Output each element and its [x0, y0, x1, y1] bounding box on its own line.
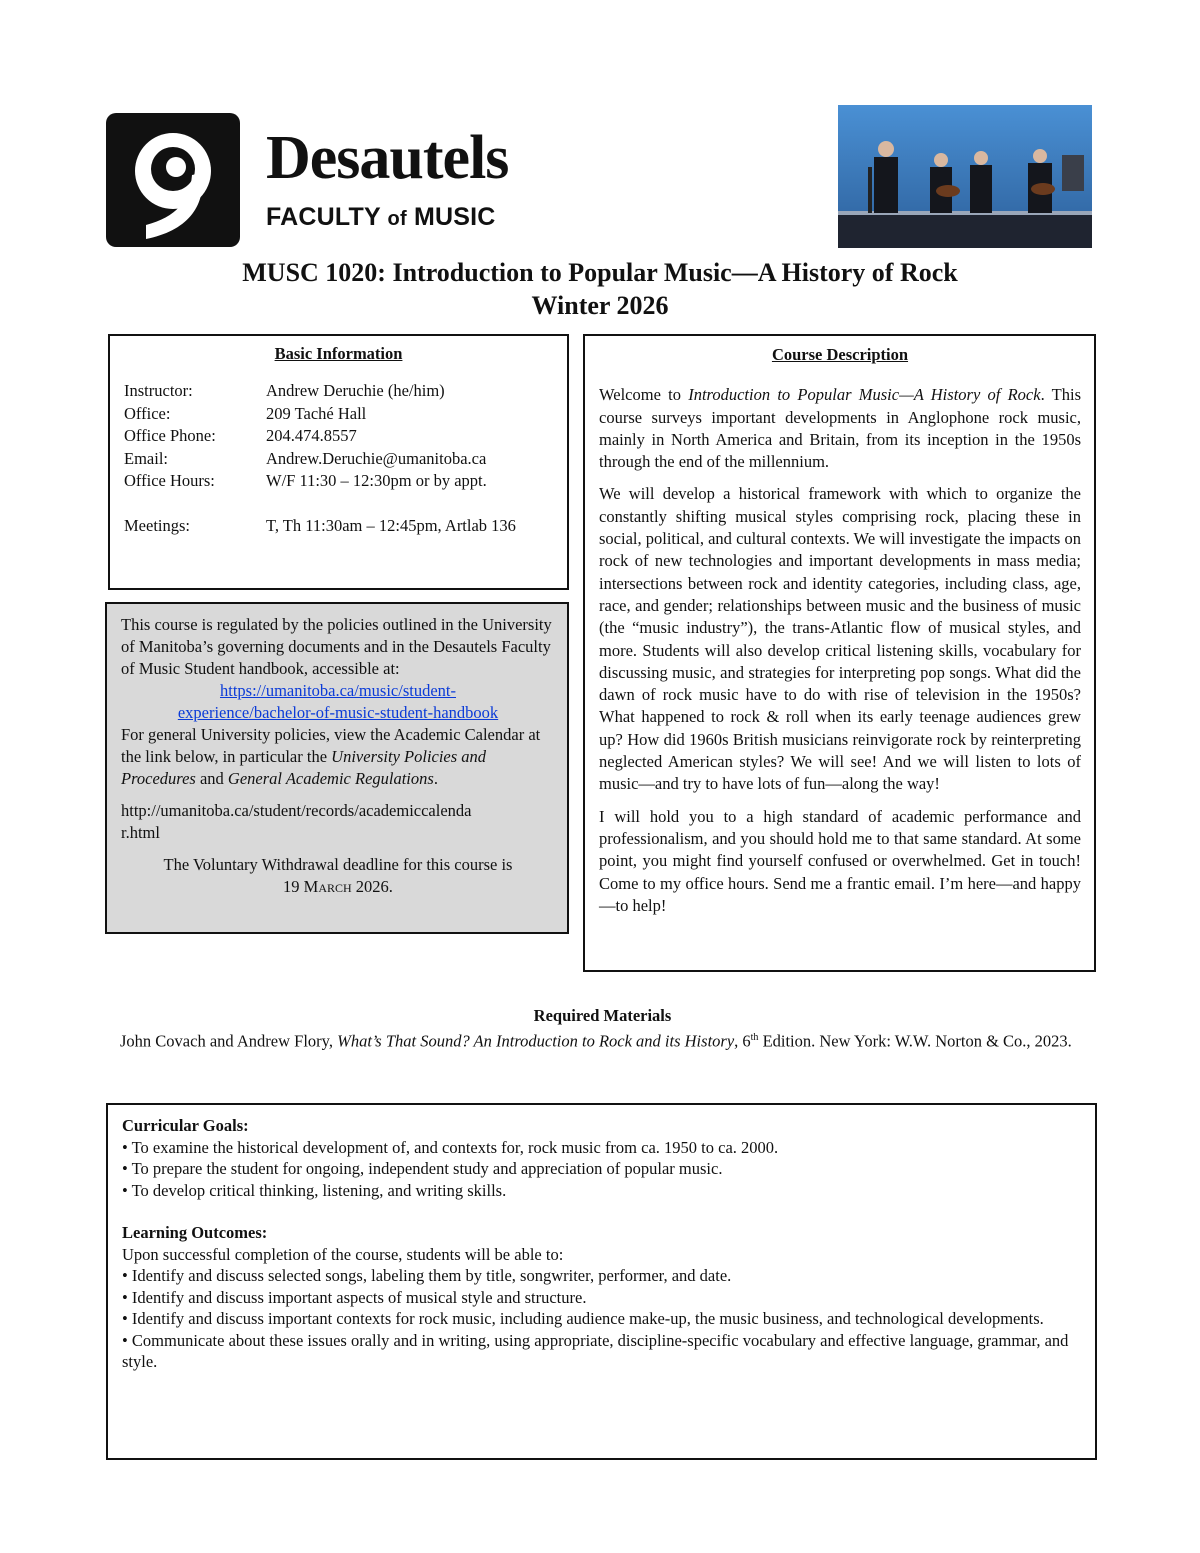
- logo-faculty-line: [266, 205, 496, 230]
- policy-doc-2: General Academic Regulations: [227, 769, 434, 788]
- materials-citation: [120, 1027, 1085, 1053]
- withdrawal-text: The Voluntary Withdrawal deadline for this course is: [163, 855, 513, 874]
- learning-outcomes-heading: Learning Outcomes:: [122, 1223, 268, 1242]
- logo-wordmark: Desautels: [266, 124, 509, 192]
- handbook-link-line2[interactable]: experience/bachelor-of-music-student-handbook: [177, 703, 499, 722]
- course-title-line1: MUSC 1020: Introduction to Popular Music—A History of Rock: [242, 258, 958, 287]
- info-key: Office Phone:: [124, 426, 216, 445]
- info-key: Office Hours:: [124, 471, 215, 490]
- outcome-item: • Identify and discuss selected songs, labeling them by title, songwriter, performer, and date.: [122, 1266, 732, 1285]
- band-photo-illustration: [838, 105, 1092, 248]
- policy-general-end: .: [433, 769, 438, 788]
- materials-edition: , 6: [734, 1031, 751, 1051]
- policy-doc-1: University Policies and Procedures: [121, 747, 487, 788]
- policy-general-text: For general University policies, view the Academic Calendar at the link below, in particular the: [121, 725, 541, 766]
- info-value: 209 Taché Hall: [266, 403, 367, 423]
- description-para-1: [599, 384, 1081, 473]
- info-key: Email:: [124, 448, 168, 468]
- info-value: Andrew Deruchie (he/him): [266, 381, 445, 400]
- withdrawal-deadline: [121, 854, 555, 898]
- policy-general: [121, 724, 555, 790]
- info-row: [124, 448, 516, 471]
- info-key: Office:: [124, 403, 171, 423]
- band-photo: [838, 105, 1092, 248]
- course-term: Winter 2026: [531, 291, 669, 320]
- materials-heading: Required Materials: [533, 1006, 672, 1025]
- withdrawal-date: 19 March 2026.: [283, 877, 393, 896]
- info-row: [124, 403, 516, 426]
- logo-of-word: of: [387, 208, 407, 230]
- basic-info-heading: Basic Information: [274, 344, 403, 363]
- logo-music-word: MUSIC: [413, 203, 496, 231]
- description-para-3: I will hold you to a high standard of academic performance and professionalism, and you should hold me to that same standard. At some point, you might find yourself confused or overwhelmed. Get in touch! Come to my office hours. Send me a frantic email. I’m here—and happy—to help!: [599, 806, 1081, 915]
- info-key: Instructor:: [124, 381, 193, 400]
- calendar-url-line2: r.html: [121, 823, 160, 842]
- goal-item: • To develop critical thinking, listening, and writing skills.: [122, 1180, 507, 1200]
- basic-info-table: [124, 380, 516, 537]
- desc-p1-end: . This course surveys important developments in Anglophone rock music, mainly in North America and Britain, from its inception in the 1950s through the end of the millennium.: [599, 385, 1081, 472]
- policy-intro: This course is regulated by the policies outlined in the University of Manitoba’s governing documents and in the Desautels Faculty of Music Student handbook, accessible at:: [121, 615, 552, 678]
- description-para-2: We will develop a historical framework with which to organize the constantly shifting musical styles comprising rock, placing these in social, political, and cultural contexts. We will investigate the impacts on rock of new technologies and important developments in mass media; intersections between rock and identity categories, including class, age, race, and gender; relationships between music and the business of music (the “music industry”), the trans-Atlantic flow of musical styles, and more. Students will also develop critical listening skills, vocabulary for discussing music, and strategies for interpreting pop songs. What did the dawn of rock music have to do with rise of television in the 1950s? What happened to rock & roll when its early teenage audiences grew up? How did 1960s British musicians reinvigorate rock by reinterpreting neglected American styles? We will see! And we will listen to lots of music—and try to have lots of fun—along the way!: [599, 484, 1081, 794]
- desc-p1-course-name: Introduction to Popular Music—A History of Rock: [688, 385, 1041, 405]
- course-title: [0, 256, 1200, 322]
- basic-info-box: [108, 334, 569, 590]
- materials-publisher: Edition. New York: W.W. Norton & Co., 2023.: [758, 1031, 1072, 1051]
- policy-box: [105, 602, 569, 934]
- outcome-item: • Identify and discuss important aspects of musical style and structure.: [122, 1287, 587, 1307]
- materials-authors: John Covach and Andrew Flory,: [120, 1031, 338, 1051]
- goal-item: • To prepare the student for ongoing, independent study and appreciation of popular music.: [122, 1159, 723, 1178]
- materials-book-title: What’s That Sound? An Introduction to Rock and its History: [337, 1031, 735, 1051]
- meetings-value: T, Th 11:30am – 12:45pm, Artlab 136: [266, 515, 516, 535]
- course-description-heading: Course Description: [771, 345, 909, 364]
- info-row: [124, 425, 516, 448]
- desautels-emblem-icon: [106, 113, 240, 247]
- policy-general-and: and: [195, 769, 228, 788]
- calendar-url-line1: http://umanitoba.ca/student/records/academiccalenda: [121, 801, 472, 820]
- desc-p1-start: Welcome to: [599, 385, 689, 405]
- course-description-box: [583, 334, 1096, 972]
- outcomes-intro: Upon successful completion of the course, students will be able to:: [122, 1244, 564, 1264]
- goals-box: [106, 1103, 1097, 1460]
- info-value: 204.474.8557: [266, 426, 357, 445]
- required-materials: [120, 1005, 1085, 1053]
- info-row: [124, 515, 516, 538]
- goal-item: • To examine the historical development of, and contexts for, rock music from ca. 1950 to ca. 2000.: [122, 1137, 779, 1157]
- outcome-item: • Identify and discuss important contexts for rock music, including audience make-up, the music business, and technological developments.: [122, 1309, 1044, 1328]
- info-value: W/F 11:30 – 12:30pm or by appt.: [266, 471, 487, 490]
- info-row: [124, 470, 516, 493]
- handbook-link-line1[interactable]: https://umanitoba.ca/music/student-: [219, 681, 456, 700]
- handbook-link[interactable]: [178, 681, 498, 722]
- info-value: Andrew.Deruchie@umanitoba.ca: [266, 448, 487, 468]
- logo-faculty-word: FACULTY: [266, 203, 381, 231]
- faculty-logo: [106, 113, 586, 247]
- info-row: [124, 380, 516, 403]
- handbook-link-wrap: [121, 680, 555, 724]
- materials-edition-sup: th: [750, 1032, 759, 1043]
- meetings-key: Meetings:: [124, 515, 190, 535]
- outcome-item: • Communicate about these issues orally and in writing, using appropriate, discipline-specific vocabulary and effective language, grammar, and style.: [122, 1330, 1069, 1371]
- curricular-goals-heading: Curricular Goals:: [122, 1116, 249, 1135]
- calendar-url: [121, 800, 555, 844]
